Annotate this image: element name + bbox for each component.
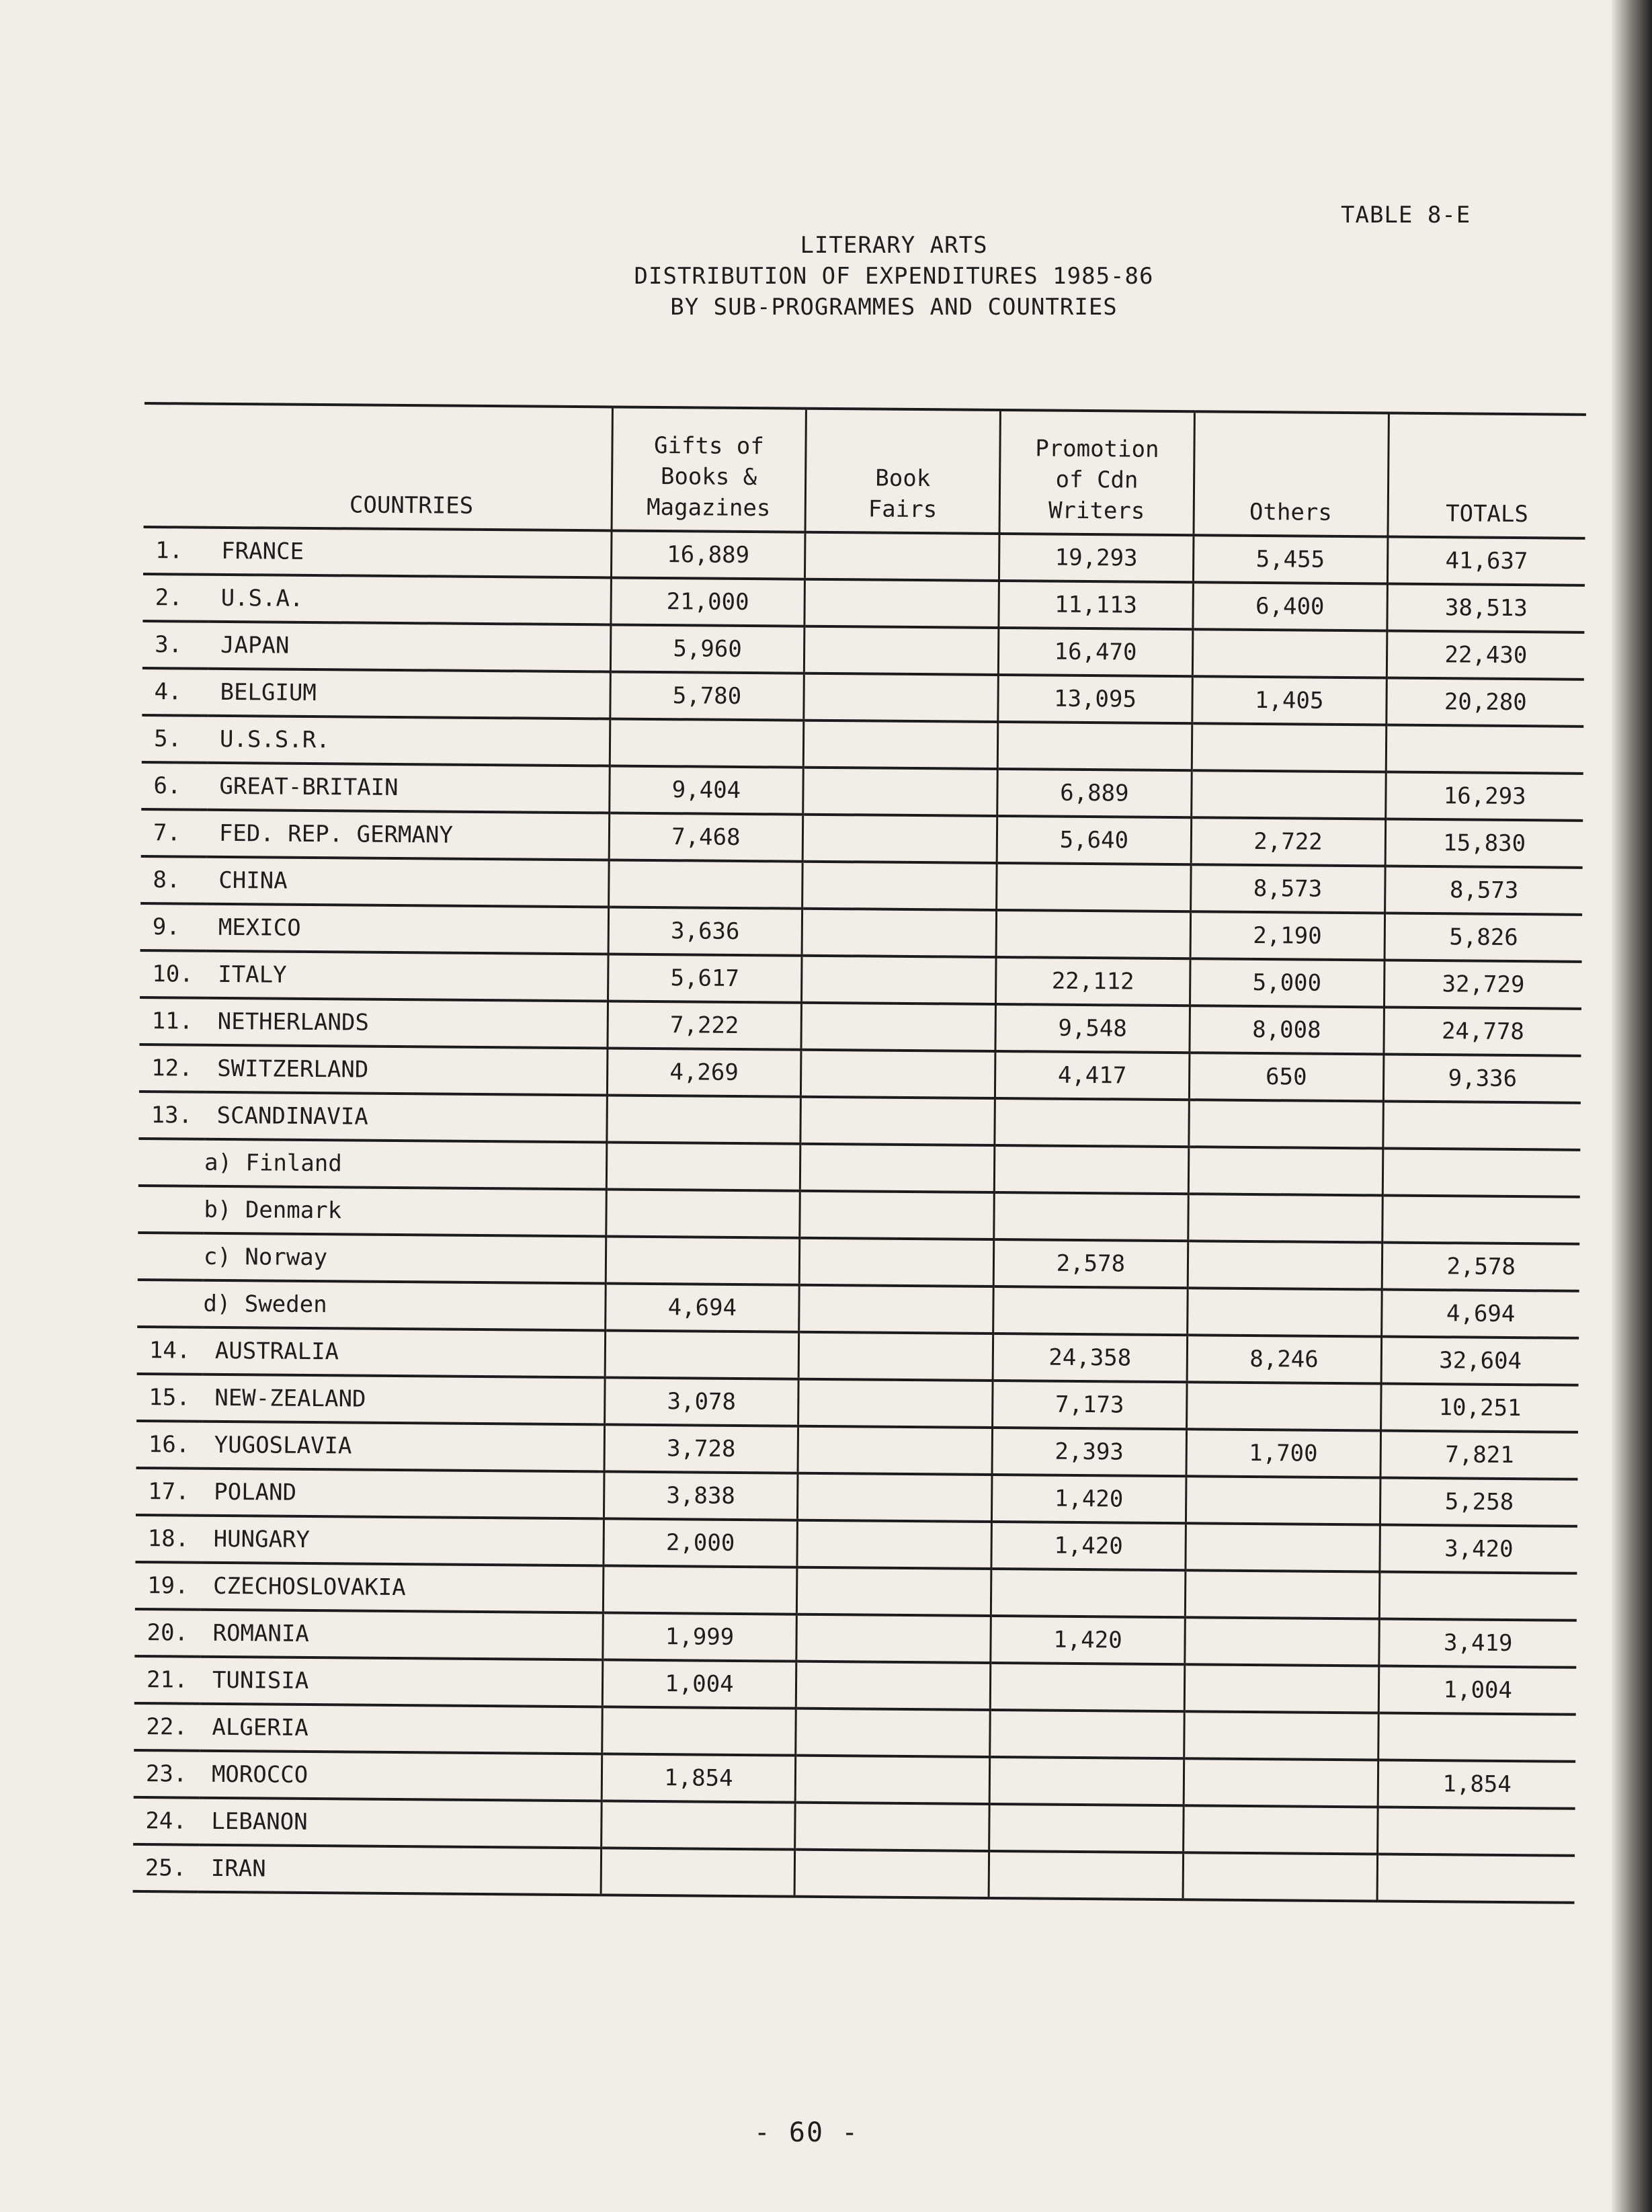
cell-gifts: 3,078	[604, 1377, 798, 1426]
cell-others	[1183, 1852, 1377, 1901]
cell-promotion: 16,470	[998, 628, 1192, 676]
header-promotion	[999, 410, 1194, 535]
header-line: Gifts of	[653, 432, 764, 460]
header-book-fairs	[805, 409, 1000, 534]
cell-others	[1191, 770, 1385, 819]
cell-gifts: 5,617	[608, 954, 802, 1002]
cell-promotion	[989, 1804, 1184, 1852]
cell-others	[1188, 1241, 1382, 1289]
cell-total: 32,729	[1384, 960, 1582, 1009]
header-gifts	[612, 407, 807, 532]
country-name: BELGIUM	[208, 669, 610, 719]
header-line: Books &	[660, 463, 757, 491]
cell-gifts	[606, 1095, 800, 1143]
cell-total: 32,604	[1381, 1336, 1579, 1385]
cell-others	[1192, 723, 1386, 772]
header-countries: COUNTRIES	[144, 403, 613, 530]
country-name: MEXICO	[206, 904, 609, 954]
country-name: CZECHOSLOVAKIA	[201, 1563, 604, 1613]
cell-gifts: 9,404	[609, 766, 803, 814]
cell-gifts	[601, 1848, 795, 1896]
cell-total: 22,430	[1387, 631, 1585, 680]
row-number	[138, 1139, 204, 1186]
row-number: 6.	[141, 762, 207, 810]
cell-book-fairs	[797, 1520, 991, 1569]
cell-book-fairs	[802, 862, 997, 910]
cell-book-fairs	[798, 1426, 992, 1475]
country-name: d) Sweden	[203, 1280, 606, 1331]
cell-total: 7,821	[1380, 1430, 1579, 1479]
country-name: YUGOSLAVIA	[202, 1422, 604, 1472]
country-name: U.S.A.	[208, 575, 611, 625]
cell-others	[1188, 1147, 1382, 1195]
cell-promotion: 7,173	[993, 1381, 1187, 1429]
cell-book-fairs	[796, 1662, 991, 1710]
cell-promotion: 22,112	[996, 957, 1190, 1006]
row-number: 25.	[133, 1844, 199, 1892]
row-number: 15.	[136, 1374, 202, 1422]
row-number: 22.	[134, 1703, 200, 1751]
cell-gifts: 1,004	[602, 1660, 796, 1708]
cell-others	[1186, 1523, 1380, 1571]
country-name: ROMANIA	[200, 1610, 603, 1660]
cell-total	[1377, 1854, 1575, 1902]
row-number	[138, 1186, 204, 1233]
cell-gifts: 21,000	[610, 577, 804, 626]
cell-promotion: 1,420	[991, 1522, 1186, 1570]
cell-total: 10,251	[1380, 1383, 1579, 1432]
cell-book-fairs	[798, 1379, 993, 1428]
table-title	[591, 230, 1196, 323]
cell-others: 6,400	[1193, 582, 1387, 630]
cell-others	[1187, 1288, 1381, 1336]
cell-promotion	[989, 1757, 1184, 1805]
cell-book-fairs	[801, 1003, 995, 1051]
cell-total	[1382, 1196, 1580, 1244]
row-number: 10.	[140, 950, 206, 998]
country-name: IRAN	[199, 1845, 602, 1895]
cell-total: 8,573	[1385, 866, 1583, 915]
cell-book-fairs	[804, 721, 998, 769]
row-number	[138, 1233, 204, 1280]
country-name: U.S.S.R.	[208, 716, 610, 766]
cell-book-fairs	[799, 1285, 993, 1334]
country-name: AUSTRALIA	[203, 1327, 606, 1378]
cell-promotion: 11,113	[999, 581, 1193, 629]
cell-gifts: 5,960	[610, 624, 804, 673]
cell-promotion	[991, 1569, 1185, 1617]
cell-book-fairs	[800, 1191, 994, 1239]
cell-total: 3,419	[1378, 1619, 1577, 1667]
cell-total: 1,854	[1378, 1760, 1576, 1808]
cell-others	[1186, 1476, 1380, 1524]
cell-others: 8,008	[1190, 1006, 1384, 1054]
header-line: Writers	[1048, 497, 1145, 525]
cell-book-fairs	[798, 1332, 993, 1381]
cell-book-fairs	[804, 673, 998, 722]
row-number: 13.	[138, 1092, 204, 1139]
cell-gifts	[603, 1565, 797, 1614]
cell-total	[1379, 1571, 1577, 1620]
cell-total: 15,830	[1385, 819, 1583, 868]
cell-gifts: 4,694	[605, 1283, 799, 1332]
cell-promotion: 9,548	[995, 1004, 1190, 1053]
cell-book-fairs	[795, 1756, 989, 1804]
cell-gifts: 7,222	[608, 1001, 802, 1049]
cell-book-fairs	[803, 768, 997, 816]
cell-total	[1386, 725, 1584, 774]
cell-promotion: 2,578	[993, 1239, 1188, 1288]
cell-book-fairs	[802, 909, 996, 957]
cell-promotion: 1,420	[991, 1616, 1185, 1664]
cell-book-fairs	[796, 1614, 991, 1663]
country-name: TUNISIA	[200, 1657, 603, 1707]
row-number: 9.	[140, 903, 206, 951]
expenditures-table	[133, 402, 1586, 1904]
row-number: 8.	[140, 856, 206, 904]
title-line: BY SUB-PROGRAMMES AND COUNTRIES	[670, 294, 1118, 321]
row-number: 19.	[135, 1562, 201, 1610]
cell-others	[1185, 1570, 1379, 1619]
row-number: 18.	[135, 1515, 201, 1563]
binding-shadow	[1612, 0, 1652, 2212]
cell-promotion	[995, 1098, 1189, 1147]
cell-total: 16,293	[1385, 772, 1583, 821]
cell-others: 1,700	[1186, 1429, 1380, 1477]
cell-promotion: 13,095	[998, 675, 1192, 723]
cell-others: 1,405	[1192, 676, 1387, 725]
cell-total: 2,578	[1382, 1242, 1580, 1291]
cell-total: 1,004	[1378, 1666, 1577, 1714]
title-line: LITERARY ARTS	[800, 232, 988, 259]
cell-gifts	[606, 1189, 800, 1237]
cell-book-fairs	[804, 579, 999, 628]
cell-gifts: 5,780	[610, 671, 804, 720]
cell-promotion: 19,293	[999, 534, 1193, 582]
cell-promotion	[996, 910, 1190, 958]
row-number: 24.	[133, 1797, 199, 1845]
cell-others: 5,455	[1193, 535, 1387, 583]
cell-total: 41,637	[1387, 537, 1585, 585]
header-row	[144, 403, 1586, 538]
table-id: TABLE 8-E	[1341, 202, 1471, 229]
row-number: 11.	[139, 997, 205, 1045]
cell-book-fairs	[796, 1709, 990, 1757]
cell-promotion	[994, 1145, 1188, 1194]
cell-others	[1192, 629, 1387, 678]
cell-promotion	[997, 863, 1191, 911]
cell-gifts	[605, 1330, 799, 1379]
cell-promotion: 2,393	[992, 1428, 1186, 1476]
cell-promotion: 1,420	[992, 1475, 1186, 1523]
row-number: 7.	[141, 809, 207, 857]
country-name: ALGERIA	[200, 1704, 602, 1754]
cell-others	[1184, 1758, 1378, 1807]
cell-promotion: 4,417	[995, 1051, 1189, 1100]
cell-promotion: 6,889	[997, 769, 1192, 817]
country-name: c) Norway	[204, 1233, 606, 1284]
cell-book-fairs	[794, 1850, 989, 1898]
cell-promotion	[994, 1192, 1188, 1241]
country-name: NEW-ZEALAND	[202, 1375, 605, 1425]
header-line: of Cdn	[1055, 466, 1139, 494]
row-number: 1.	[143, 527, 209, 575]
row-number: 14.	[137, 1327, 203, 1375]
cell-others	[1188, 1194, 1382, 1242]
country-name: FRANCE	[209, 528, 612, 578]
cell-gifts	[601, 1801, 795, 1849]
cell-others	[1189, 1100, 1383, 1148]
title-line: DISTRIBUTION OF EXPENDITURES 1985-86	[634, 263, 1154, 290]
cell-others: 2,722	[1191, 817, 1385, 866]
row-number: 5.	[142, 715, 208, 763]
cell-book-fairs	[804, 626, 999, 675]
header-line: Fairs	[868, 495, 938, 524]
cell-book-fairs	[805, 532, 999, 581]
cell-book-fairs	[800, 1144, 995, 1192]
cell-book-fairs	[802, 956, 996, 1004]
cell-promotion: 5,640	[997, 816, 1191, 864]
country-name: FED. REP. GERMANY	[207, 810, 610, 860]
cell-book-fairs	[798, 1473, 992, 1522]
cell-book-fairs	[800, 1097, 995, 1145]
header-line: Promotion	[1035, 435, 1159, 463]
cell-gifts	[608, 860, 802, 908]
row-number	[137, 1280, 203, 1327]
country-name: SWITZERLAND	[205, 1045, 608, 1096]
country-name: GREAT-BRITAIN	[207, 763, 610, 813]
country-name: b) Denmark	[204, 1186, 606, 1237]
table-body	[133, 527, 1585, 1903]
page-number: - 60 -	[753, 2117, 860, 2148]
cell-promotion	[993, 1286, 1188, 1335]
row-number: 3.	[142, 621, 208, 669]
cell-others: 5,000	[1190, 958, 1384, 1007]
cell-total	[1377, 1807, 1575, 1855]
cell-total	[1382, 1149, 1581, 1197]
row-number: 4.	[142, 668, 208, 716]
cell-others: 2,190	[1190, 911, 1385, 960]
cell-book-fairs	[800, 1238, 994, 1286]
country-name: NETHERLANDS	[205, 998, 608, 1049]
cell-others: 8,246	[1187, 1335, 1381, 1383]
country-name: JAPAN	[208, 622, 611, 672]
header-others: Others	[1194, 411, 1389, 536]
cell-others	[1183, 1805, 1377, 1854]
cell-book-fairs	[801, 1050, 995, 1098]
cell-total: 24,778	[1383, 1008, 1581, 1056]
cell-promotion	[990, 1663, 1184, 1711]
row-number: 23.	[134, 1750, 200, 1798]
cell-others	[1185, 1617, 1379, 1666]
cell-gifts	[610, 719, 804, 767]
cell-gifts: 16,889	[611, 530, 805, 579]
country-name: HUNGARY	[201, 1516, 604, 1566]
header-line: Book	[875, 464, 931, 493]
cell-gifts: 1,854	[602, 1754, 796, 1802]
cell-others: 650	[1189, 1053, 1383, 1101]
cell-promotion: 24,358	[993, 1334, 1187, 1382]
country-name: ITALY	[206, 951, 608, 1001]
country-name: CHINA	[206, 857, 609, 907]
row-number: 12.	[139, 1044, 205, 1092]
row-number: 17.	[136, 1468, 202, 1516]
cell-gifts	[606, 1236, 800, 1284]
cell-book-fairs	[795, 1803, 989, 1851]
country-name: a) Finland	[204, 1139, 607, 1190]
cell-book-fairs	[797, 1567, 991, 1616]
cell-gifts: 3,838	[604, 1471, 798, 1520]
cell-gifts: 3,636	[608, 907, 802, 955]
country-name: MOROCCO	[200, 1751, 602, 1801]
cell-total	[1382, 1102, 1581, 1150]
cell-total: 3,420	[1379, 1524, 1577, 1573]
cell-gifts: 4,269	[607, 1048, 801, 1096]
cell-total: 5,258	[1380, 1477, 1578, 1526]
row-number: 2.	[142, 574, 208, 622]
cell-gifts	[602, 1707, 796, 1755]
cell-others	[1184, 1664, 1378, 1713]
cell-total: 20,280	[1386, 678, 1584, 727]
cell-gifts: 7,468	[609, 813, 803, 861]
cell-book-fairs	[802, 815, 997, 863]
row-number: 21.	[134, 1656, 200, 1704]
cell-total	[1378, 1713, 1576, 1761]
header-totals: TOTALS	[1387, 413, 1585, 538]
cell-gifts	[606, 1142, 800, 1190]
cell-gifts: 2,000	[604, 1518, 798, 1567]
cell-others	[1186, 1382, 1380, 1430]
cell-promotion	[997, 722, 1192, 770]
cell-gifts: 3,728	[604, 1424, 798, 1473]
row-number: 16.	[136, 1421, 202, 1469]
cell-promotion	[989, 1851, 1183, 1899]
cell-total: 9,336	[1383, 1055, 1581, 1103]
country-name: POLAND	[202, 1469, 604, 1519]
country-name: LEBANON	[199, 1798, 602, 1848]
cell-gifts: 1,999	[602, 1612, 796, 1661]
header-line: Magazines	[646, 493, 771, 522]
cell-total: 5,826	[1385, 913, 1583, 962]
cell-promotion	[990, 1710, 1184, 1758]
cell-others	[1184, 1711, 1378, 1760]
cell-total: 4,694	[1381, 1289, 1579, 1338]
cell-total: 38,513	[1387, 584, 1585, 632]
cell-others: 8,573	[1190, 864, 1385, 913]
country-name: SCANDINAVIA	[204, 1092, 607, 1143]
row-number: 20.	[134, 1609, 200, 1657]
